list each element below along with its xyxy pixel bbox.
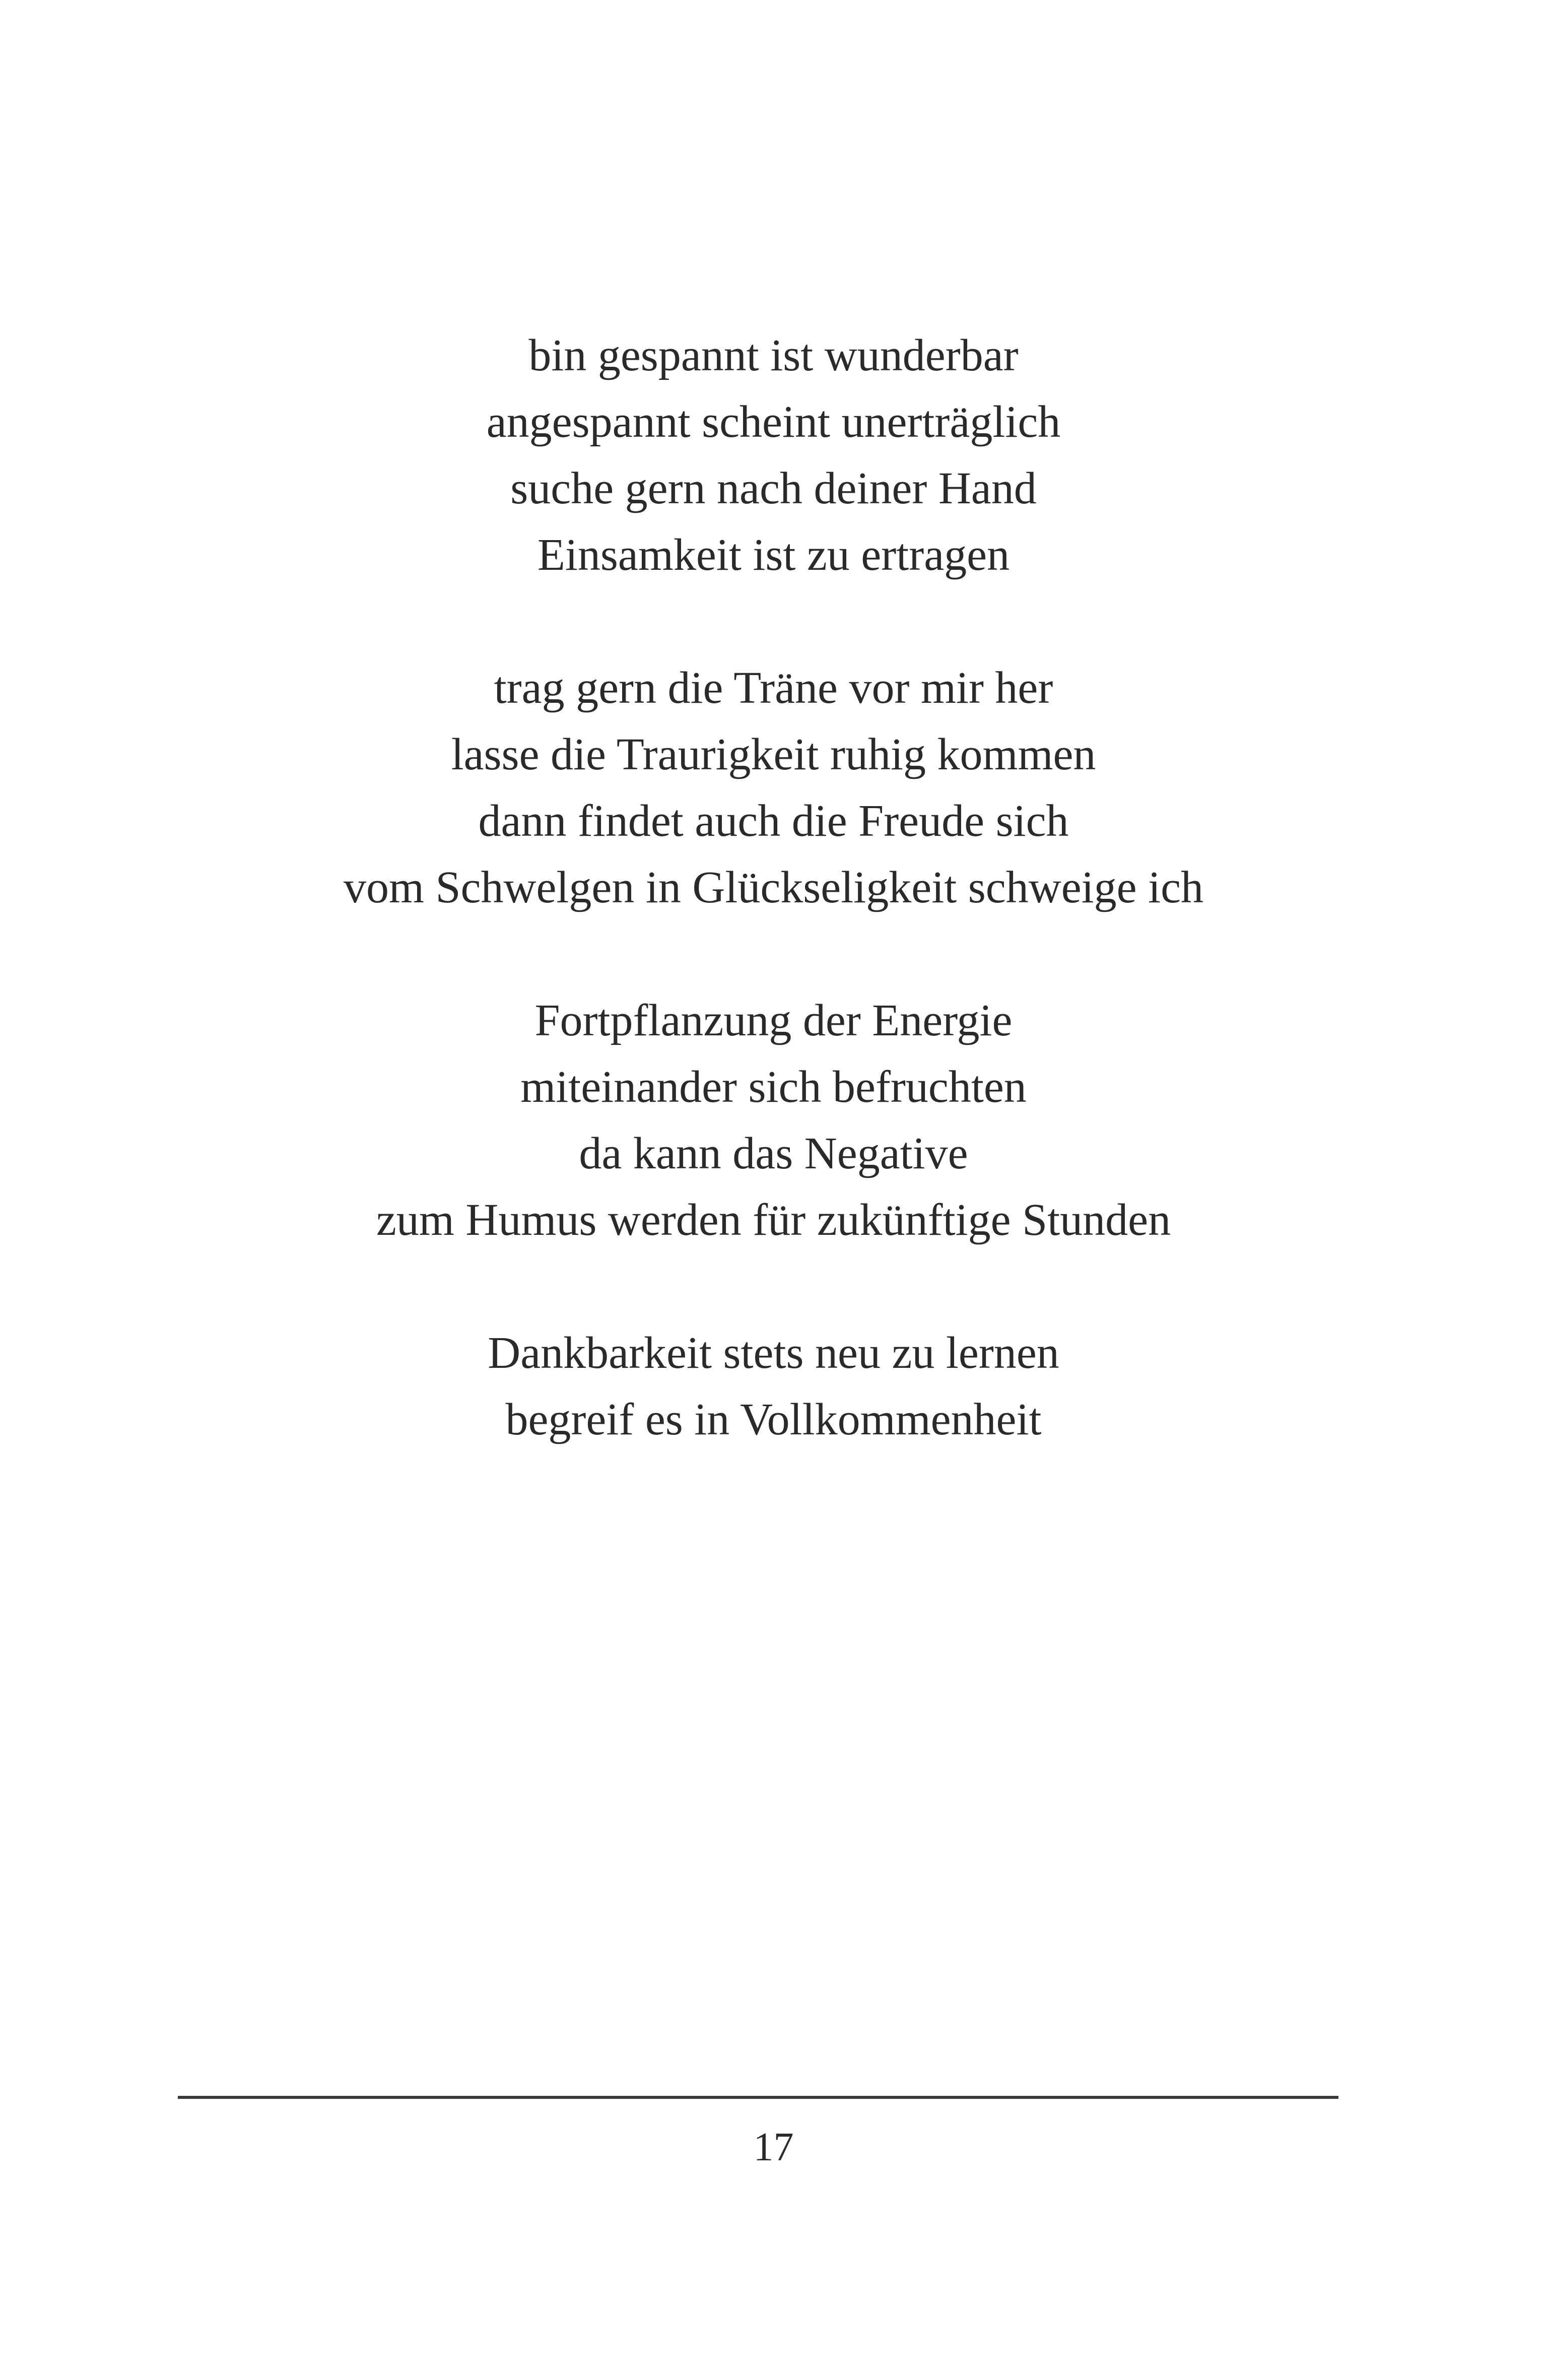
poem-line: da kann das Negative xyxy=(579,1129,968,1178)
poem-line: Einsamkeit ist zu ertragen xyxy=(537,530,1010,580)
poem-line: angespannt scheint unerträglich xyxy=(486,397,1061,447)
footer-divider xyxy=(178,2096,1338,2099)
poem-line: trag gern die Träne vor mir her xyxy=(494,663,1053,713)
poem-line: Dankbarkeit stets neu zu lernen xyxy=(488,1328,1059,1378)
poem-line: bin gespannt ist wunderbar xyxy=(528,330,1019,380)
page-number: 17 xyxy=(753,2125,794,2169)
poem-line: vom Schwelgen in Glückseligkeit schweige ich xyxy=(343,863,1204,912)
poem-line: Fortpflanzung der Energie xyxy=(534,996,1013,1045)
stanza-4 xyxy=(0,1320,1547,1453)
poem-line: lasse die Traurigkeit ruhig kommen xyxy=(451,730,1096,779)
stanza-2 xyxy=(0,655,1547,921)
poem-line: suche gern nach deiner Hand xyxy=(510,464,1037,513)
poem-line: begreif es in Vollkommenheit xyxy=(505,1395,1042,1444)
stanza-3 xyxy=(0,987,1547,1253)
poem-line: zum Humus werden für zukünftige Stunden xyxy=(376,1195,1171,1245)
poem-body xyxy=(0,322,1547,1453)
stanza-1 xyxy=(0,322,1547,588)
poem-line: miteinander sich befruchten xyxy=(520,1062,1027,1112)
poem-line: dann findet auch die Freude sich xyxy=(478,796,1069,846)
